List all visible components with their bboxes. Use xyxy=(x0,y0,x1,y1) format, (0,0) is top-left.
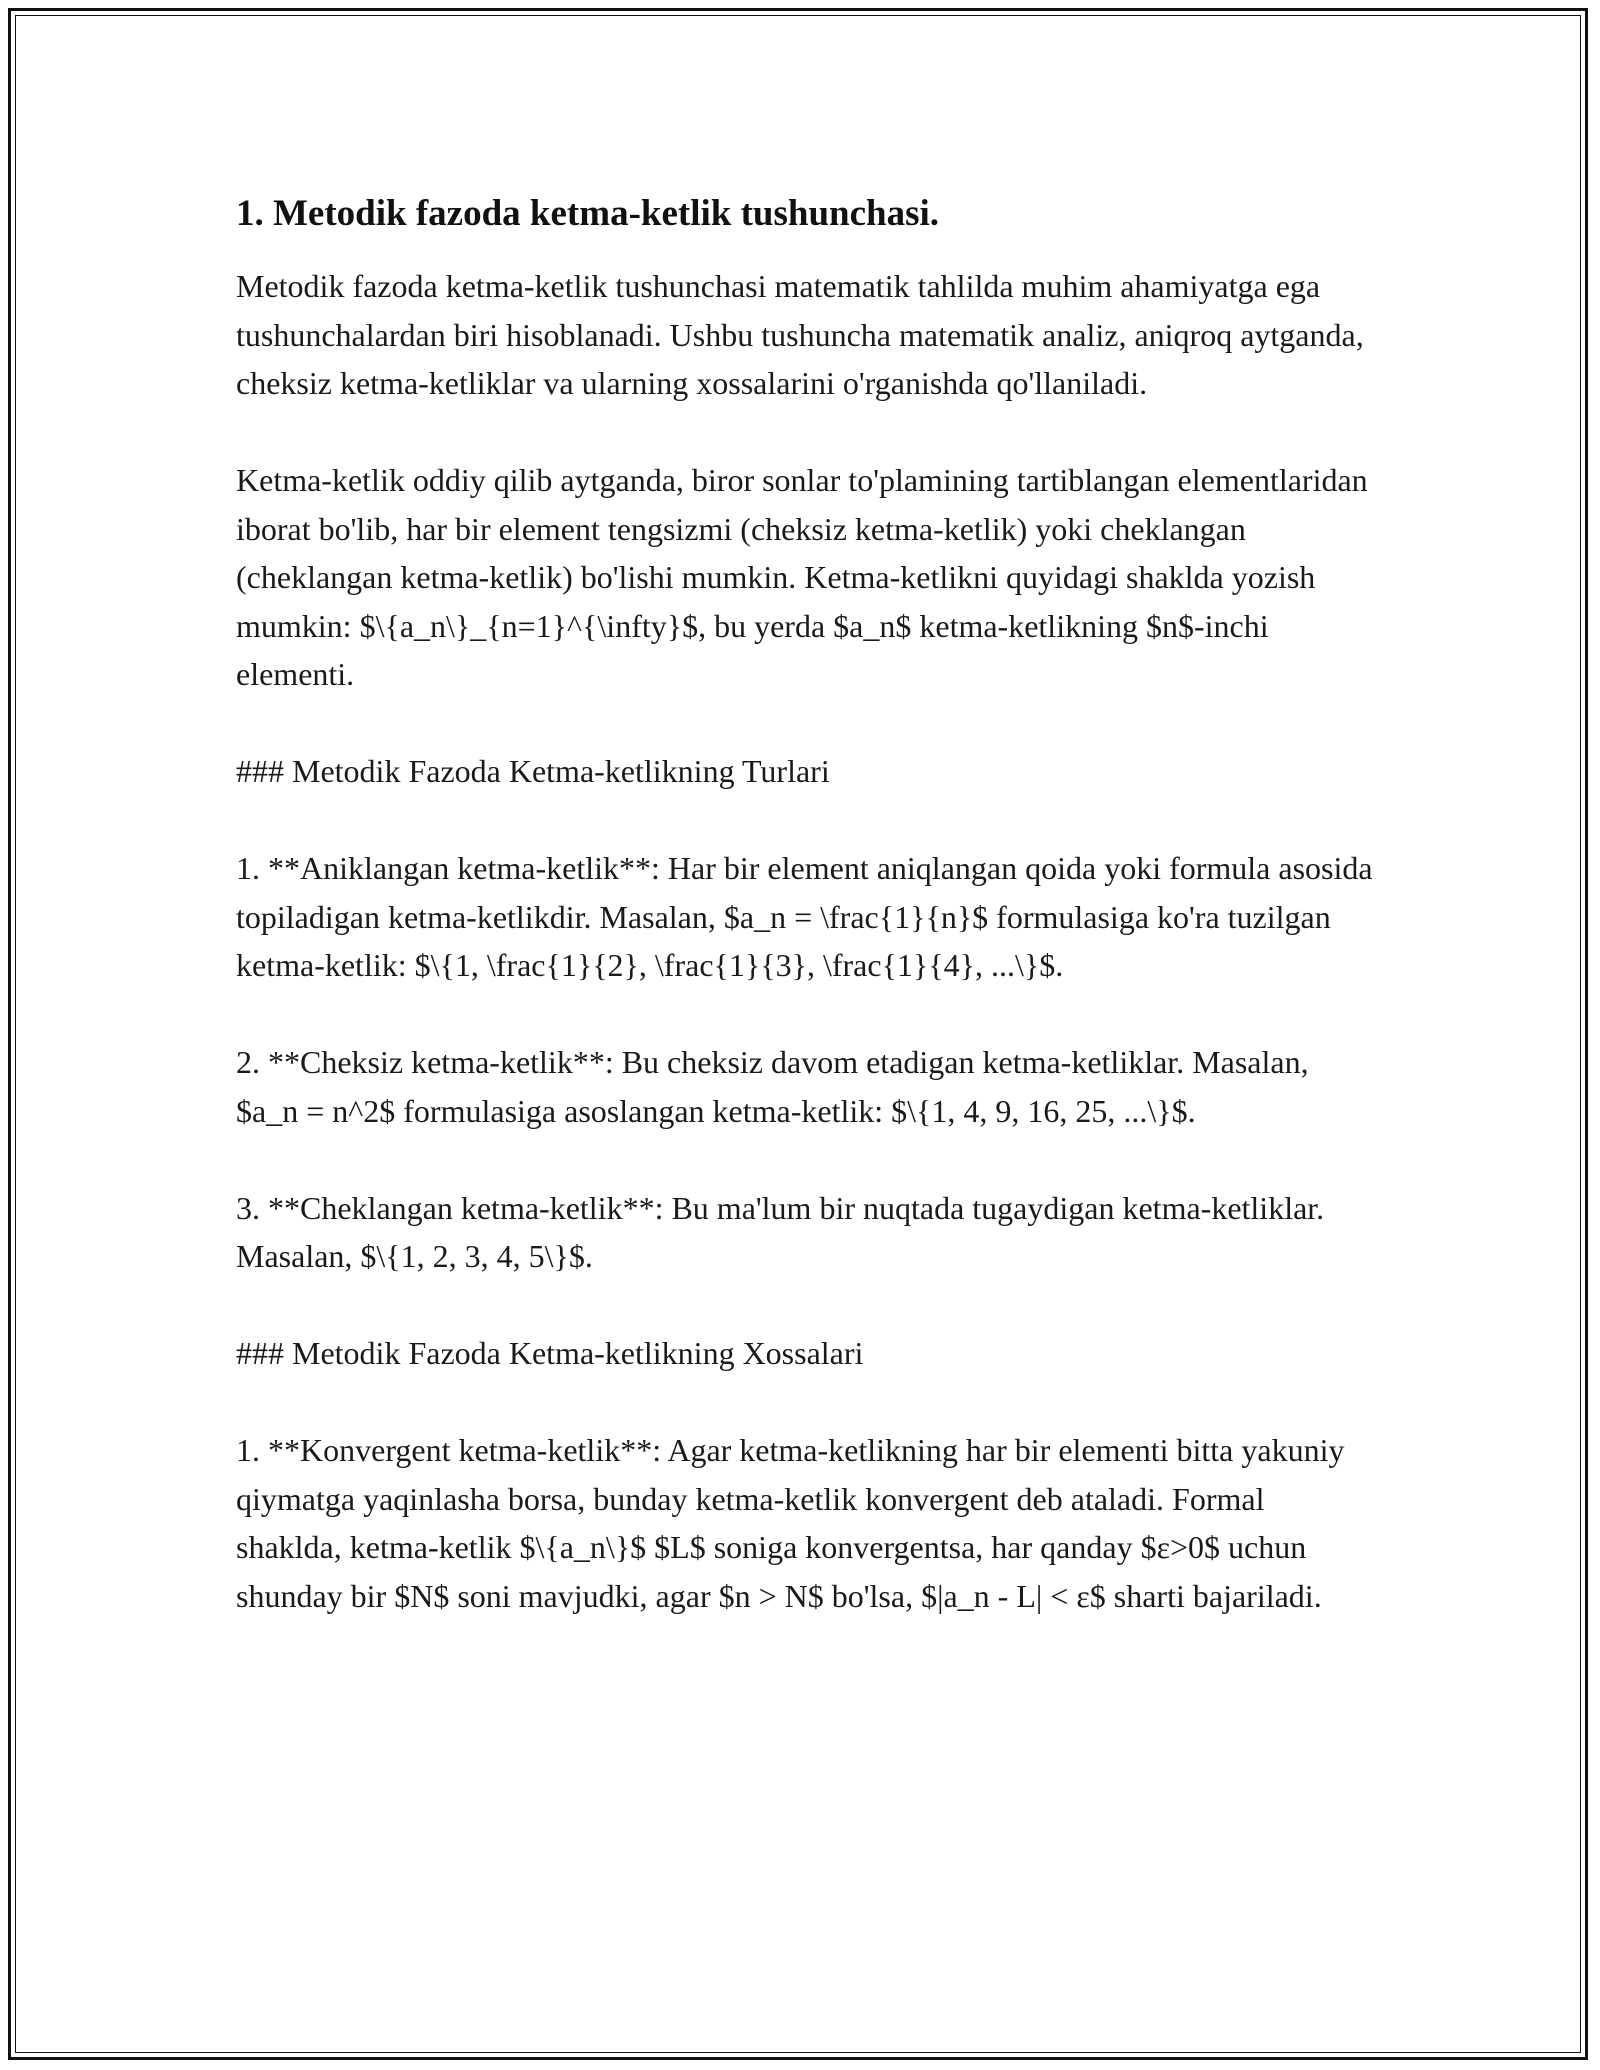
heading-types: ### Metodik Fazoda Ketma-ketlikning Turlari xyxy=(236,753,830,789)
paragraph-definition: Ketma-ketlik oddiy qilib aytganda, biror sonlar to'plamining tartiblangan elementlaridan iborat bo'lib, har bir element tengsizmi (cheksiz ketma-ketlik) yoki cheklangan (cheklangan ketma-ketlik) bo'lishi mumkin. Ketma-ketlikni quyidagi shaklda yozish mumkin: $\{a_n\}_{n=1}^{\infty}$, bu yerda $a_n$ ketma-ketlikning $n$-inchi elementi. xyxy=(236,462,1368,692)
heading-properties: ### Metodik Fazoda Ketma-ketlikning Xossalari xyxy=(236,1335,864,1371)
list-item-type-3: 3. **Cheklangan ketma-ketlik**: Bu ma'lum bir nuqtada tugaydigan ketma-ketliklar. Masalan, $\{1, 2, 3, 4, 5\}$. xyxy=(236,1189,1325,1274)
paragraph-intro: Metodik fazoda ketma-ketlik tushunchasi matematik tahlilda muhim ahamiyatga ega tushunchalardan biri hisoblanadi. Ushbu tushuncha matematik analiz, aniqroq aytganda, cheksiz ketma-ketliklar va ularning xossalarini o'rganishda qo'llaniladi. xyxy=(236,268,1364,401)
list-item-property-1: 1. **Konvergent ketma-ketlik**: Agar ketma-ketlikning har bir elementi bitta yakuniy qiymatga yaqinlasha borsa, bunday ketma-ketlik konvergent deb ataladi. Formal shaklda, ketma-ketlik $\{a_n\}$ $L$ soniga konvergentsa, har qanday $ε>0$ uchun shunday bir $N$ soni mavjudki, agar $n > N$ bo'lsa, $|a_n - L| < ε$ sharti bajariladi. xyxy=(236,1432,1345,1614)
list-item-type-2: 2. **Cheksiz ketma-ketlik**: Bu cheksiz davom etadigan ketma-ketliklar. Masalan, $a_n = n^2$ formulasiga asoslangan ketma-ketlik: $\{1, 4, 9, 16, 25, ...\}$. xyxy=(236,1044,1309,1129)
section-title: 1. Metodik fazoda ketma-ketlik tushunchasi. xyxy=(236,193,940,234)
document-body xyxy=(236,190,1376,1620)
list-item-type-1: 1. **Aniklangan ketma-ketlik**: Har bir element aniqlangan qoida yoki formula asosida topiladigan ketma-ketlikdir. Masalan, $a_n = \frac{1}{n}$ formulasiga ko'ra tuzilgan ketma-ketlik: $\{1, \frac{1}{2}, \frac{1}{3}, \frac{1}{4}, ...\}$. xyxy=(236,850,1373,983)
